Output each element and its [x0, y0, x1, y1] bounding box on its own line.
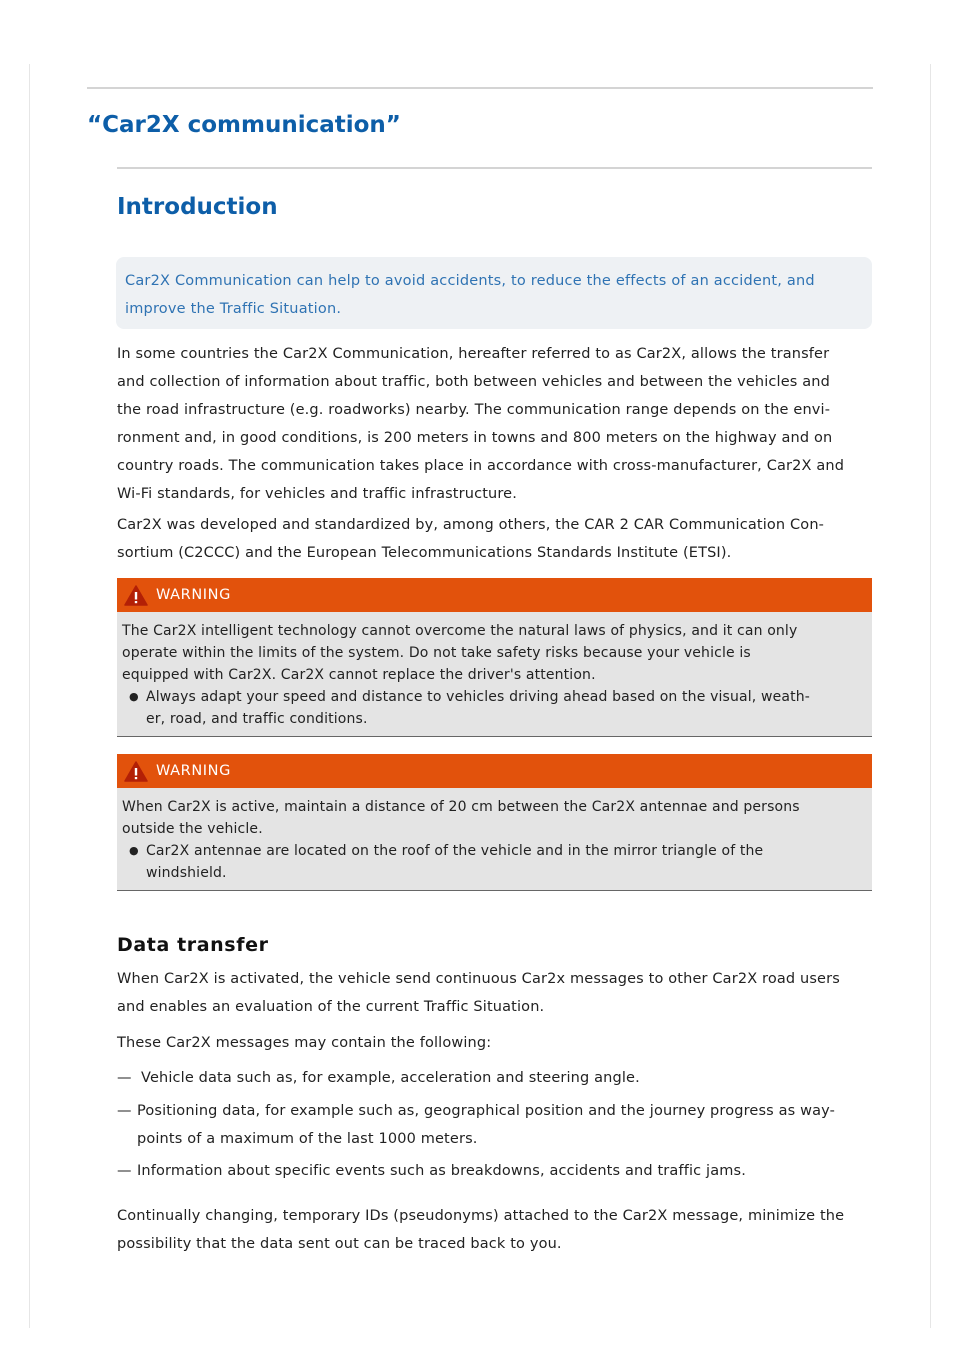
paragraph-line: possibility that the data sent out can be traced back to you. [117, 1236, 562, 1252]
paragraph-line: Continually changing, temporary IDs (pseudonyms) attached to the Car2X message, minimize the [117, 1208, 845, 1224]
warning-line: When Car2X is active, maintain a distance of 20 cm between the Car2X antennae and persons [122, 799, 800, 815]
paragraph-line: Wi-Fi standards, for vehicles and traffic infrastructure. [117, 486, 518, 502]
list-item-text: Information about specific events such as breakdowns, accidents and traffic jams. [137, 1163, 746, 1179]
warning-line: outside the vehicle. [122, 821, 263, 837]
warning-box [117, 578, 872, 737]
intro-line: improve the Traffic Situation. [125, 301, 342, 317]
bullet-dot-icon: ● [129, 844, 139, 857]
paragraph-line: and collection of information about traffic, both between vehicles and between the vehicles and [117, 374, 830, 390]
intro-paragraph [117, 340, 877, 508]
warning-line: equipped with Car2X. Car2X cannot replace the driver's attention. [122, 667, 596, 683]
section-title: Introduction [117, 194, 278, 220]
paragraph-line: When Car2X is activated, the vehicle send continuous Car2x messages to other Car2X road users [117, 971, 840, 987]
paragraph-line: In some countries the Car2X Communication, hereafter referred to as Car2X, allows the transfer [117, 346, 830, 362]
bullet-dot-icon: ● [129, 690, 139, 703]
warning-body [117, 788, 872, 891]
paragraph-line: sortium (C2CCC) and the European Telecommunications Standards Institute (ETSI). [117, 545, 732, 561]
list-dash: — [117, 1103, 132, 1119]
list-dash: — [117, 1070, 132, 1086]
standards-paragraph [117, 511, 877, 567]
data-transfer-title: Data transfer [117, 934, 269, 956]
bullet-line: Always adapt your speed and distance to vehicles driving ahead based on the visual, weath- [146, 689, 810, 705]
warning-line: The Car2X intelligent technology cannot overcome the natural laws of physics, and it can only [122, 623, 798, 639]
warning-label: WARNING [156, 763, 231, 779]
warning-triangle-icon [121, 584, 151, 606]
paragraph-line: and enables an evaluation of the current Traffic Situation. [117, 999, 545, 1015]
list-item-text: Vehicle data such as, for example, acceleration and steering angle. [141, 1070, 640, 1086]
chapter-title: “Car2X communication” [87, 112, 401, 138]
warning-body [117, 612, 872, 737]
bullet-line: er, road, and traffic conditions. [146, 711, 368, 727]
warning-triangle-icon [121, 760, 151, 782]
messages-intro: These Car2X messages may contain the following: [117, 1035, 492, 1051]
pseudonyms-paragraph [117, 1202, 877, 1258]
list-dash: — [117, 1163, 132, 1179]
list-item [117, 1064, 877, 1092]
warning-header [117, 578, 872, 612]
paragraph-line: ronment and, in good conditions, is 200 meters in towns and 800 meters on the highway and on [117, 430, 833, 446]
bullet-line: windshield. [146, 865, 227, 881]
paragraph-line: the road infrastructure (e.g. roadworks) nearby. The communication range depends on the envi- [117, 402, 831, 418]
top-divider [87, 87, 873, 89]
list-item [117, 1097, 877, 1153]
warning-bullet [122, 840, 864, 884]
warning-header [117, 754, 872, 788]
warning-label: WARNING [156, 587, 231, 603]
list-item-text: points of a maximum of the last 1000 meters. [137, 1131, 478, 1147]
paragraph-line: country roads. The communication takes place in accordance with cross-manufacturer, Car2X and [117, 458, 845, 474]
intro-callout [116, 257, 872, 329]
list-item [117, 1157, 877, 1185]
page-border-right [930, 64, 931, 1328]
list-item-text: Positioning data, for example such as, geographical position and the journey progress as way- [137, 1103, 836, 1119]
warning-line: operate within the limits of the system. Do not take safety risks because your vehicle is [122, 645, 751, 661]
warning-bullet [122, 686, 864, 730]
warning-box [117, 754, 872, 891]
paragraph-line: Car2X was developed and standardized by, among others, the CAR 2 CAR Communication Con- [117, 517, 825, 533]
bullet-line: Car2X antennae are located on the roof of the vehicle and in the mirror triangle of the [146, 843, 764, 859]
data-transfer-paragraph [117, 965, 877, 1021]
page-border-left [29, 64, 30, 1328]
section-divider [117, 167, 872, 169]
intro-line: Car2X Communication can help to avoid accidents, to reduce the effects of an accident, and [125, 273, 815, 289]
